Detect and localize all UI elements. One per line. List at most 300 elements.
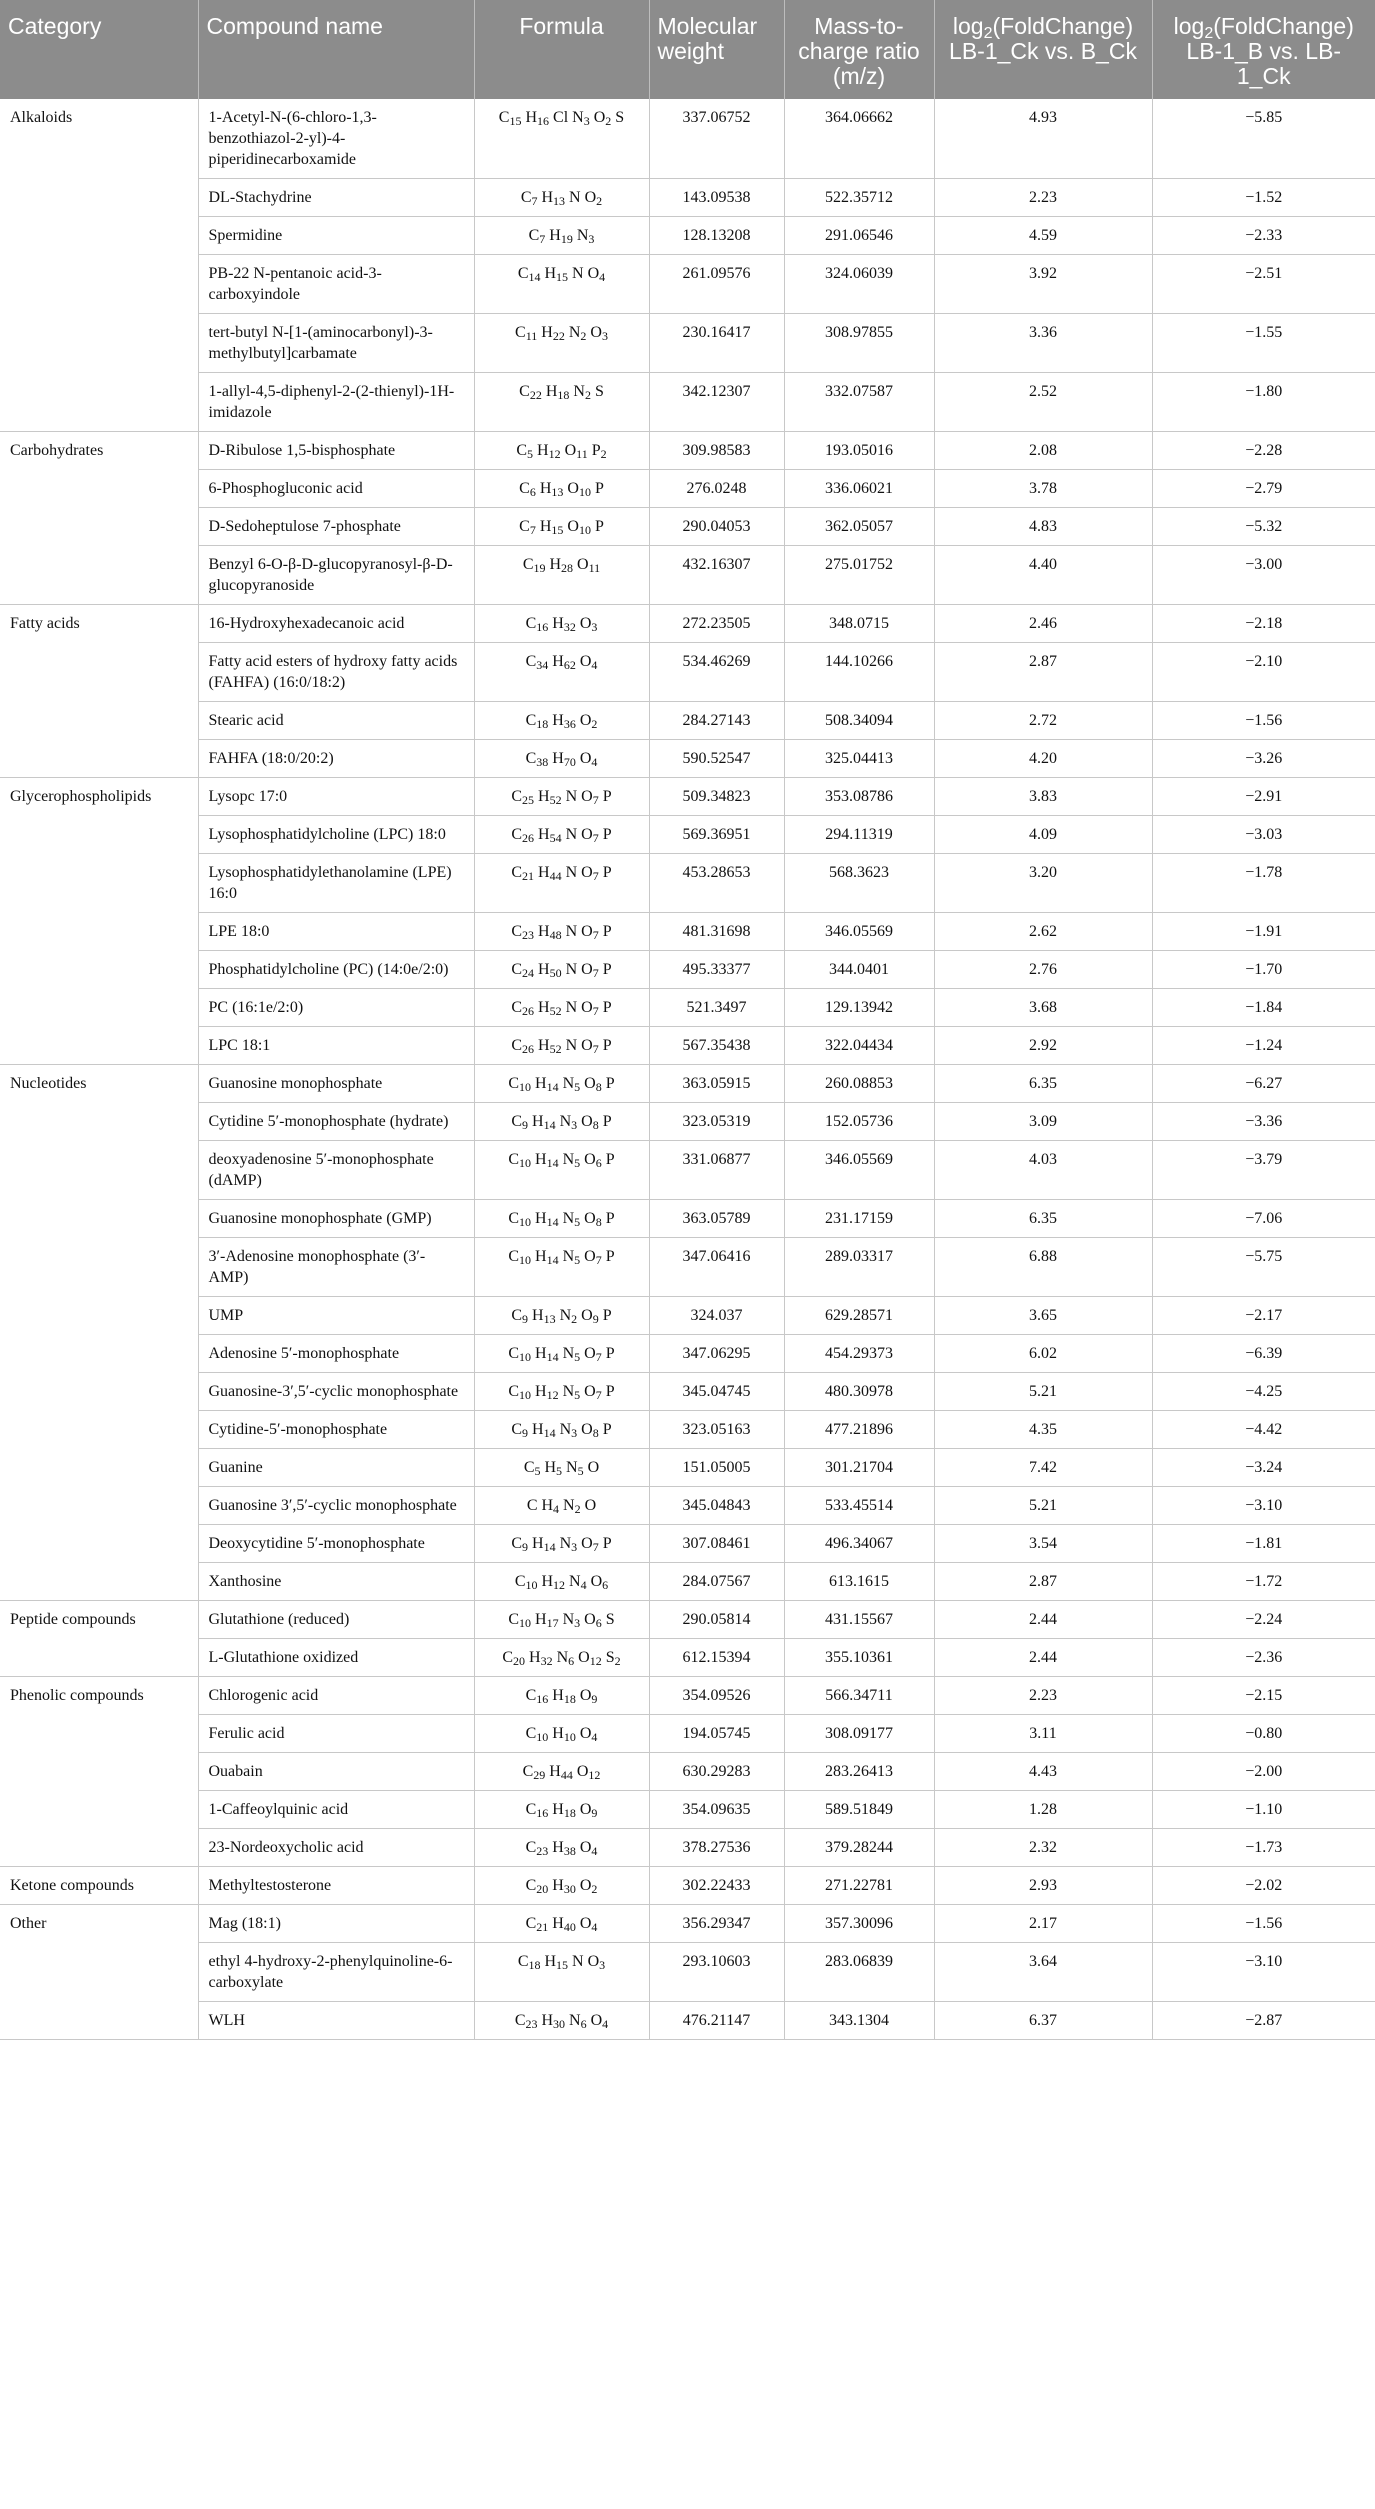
- molecular-weight-cell: 323.05319: [649, 1103, 784, 1141]
- table-row: [0, 1065, 1375, 1103]
- table-row: [0, 1027, 1375, 1065]
- mz-cell: 362.05057: [784, 508, 934, 546]
- fold-change-2-cell: −1.10: [1152, 1791, 1375, 1829]
- molecular-weight-cell: 342.12307: [649, 373, 784, 432]
- fold-change-2-cell: −7.06: [1152, 1200, 1375, 1238]
- fold-change-1-cell: 2.52: [934, 373, 1152, 432]
- fold-change-1-cell: 2.44: [934, 1601, 1152, 1639]
- mz-cell: 346.05569: [784, 1141, 934, 1200]
- fold-change-1-cell: 2.44: [934, 1639, 1152, 1677]
- formula-cell: $C_9$ $H_{14}$ $N_3$ $O_8$ P: [474, 1411, 649, 1449]
- fold-change-1-cell: 3.83: [934, 778, 1152, 816]
- table-row: [0, 816, 1375, 854]
- mz-cell: 324.06039: [784, 255, 934, 314]
- fold-change-2-cell: −1.56: [1152, 1905, 1375, 1943]
- formula-cell: $C_{23}$ $H_{30}$ $N_6$ $O_4$: [474, 2002, 649, 2040]
- formula-cell: $C_{10}$ $H_{14}$ $N_5$ $O_8$ P: [474, 1200, 649, 1238]
- molecular-weight-cell: 567.35438: [649, 1027, 784, 1065]
- fold-change-1-cell: 3.65: [934, 1297, 1152, 1335]
- category-cell: [0, 816, 198, 854]
- formula-cell: $C_{10}$ $H_{12}$ $N_4$ $O_6$: [474, 1563, 649, 1601]
- molecular-weight-cell: 630.29283: [649, 1753, 784, 1791]
- mz-cell: 144.10266: [784, 643, 934, 702]
- category-cell: [0, 1563, 198, 1601]
- category-cell: Ketone compounds: [0, 1867, 198, 1905]
- fold-change-2-cell: −2.51: [1152, 255, 1375, 314]
- table-row: [0, 1238, 1375, 1297]
- table-row: [0, 1200, 1375, 1238]
- fold-change-2-cell: −1.81: [1152, 1525, 1375, 1563]
- fold-change-1-cell: 3.11: [934, 1715, 1152, 1753]
- category-cell: [0, 1103, 198, 1141]
- category-cell: [0, 854, 198, 913]
- fold-change-2-cell: −2.10: [1152, 643, 1375, 702]
- molecular-weight-cell: 354.09526: [649, 1677, 784, 1715]
- formula-cell: $C_9$ $H_{14}$ $N_3$ $O_7$ P: [474, 1525, 649, 1563]
- fold-change-2-cell: −1.55: [1152, 314, 1375, 373]
- category-cell: [0, 643, 198, 702]
- mz-cell: 379.28244: [784, 1829, 934, 1867]
- fold-change-1-cell: 7.42: [934, 1449, 1152, 1487]
- mz-cell: 355.10361: [784, 1639, 934, 1677]
- formula-cell: $C_{18}$ $H_{36}$ $O_2$: [474, 702, 649, 740]
- category-cell: [0, 1639, 198, 1677]
- table-row: [0, 1297, 1375, 1335]
- mz-cell: 343.1304: [784, 2002, 934, 2040]
- molecular-weight-cell: 230.16417: [649, 314, 784, 373]
- molecular-weight-cell: 290.05814: [649, 1601, 784, 1639]
- table-row: [0, 1639, 1375, 1677]
- mz-cell: 291.06546: [784, 217, 934, 255]
- table-row: [0, 1753, 1375, 1791]
- table-row: [0, 989, 1375, 1027]
- formula-cell: $C_{16}$ $H_{18}$ $O_9$: [474, 1791, 649, 1829]
- molecular-weight-cell: 495.33377: [649, 951, 784, 989]
- molecular-weight-cell: 272.23505: [649, 605, 784, 643]
- table-row: [0, 740, 1375, 778]
- mz-cell: 629.28571: [784, 1297, 934, 1335]
- table-row: [0, 1141, 1375, 1200]
- formula-cell: $C_{19}$ $H_{28}$ $O_{11}$: [474, 546, 649, 605]
- compound-name-cell: Stearic acid: [198, 702, 474, 740]
- compound-name-cell: D-Ribulose 1,5-bisphosphate: [198, 432, 474, 470]
- mz-cell: 231.17159: [784, 1200, 934, 1238]
- category-cell: [0, 546, 198, 605]
- fold-change-2-cell: −3.26: [1152, 740, 1375, 778]
- table-row: [0, 432, 1375, 470]
- compound-name-cell: LPE 18:0: [198, 913, 474, 951]
- table-row: [0, 1449, 1375, 1487]
- fold-change-1-cell: 6.02: [934, 1335, 1152, 1373]
- formula-cell: $C_{20}$ $H_{32}$ $N_6$ $O_{12}$ $S_2$: [474, 1639, 649, 1677]
- formula-cell: $C_{18}$ $H_{15}$ N $O_3$: [474, 1943, 649, 2002]
- molecular-weight-cell: 194.05745: [649, 1715, 784, 1753]
- header-fc1-rest: (FoldChange) LB-1_Ck vs. B_Ck: [949, 13, 1137, 64]
- mz-cell: 522.35712: [784, 179, 934, 217]
- compound-name-cell: Lysophosphatidylethanolamine (LPE) 16:0: [198, 854, 474, 913]
- mz-cell: 431.15567: [784, 1601, 934, 1639]
- mz-cell: 566.34711: [784, 1677, 934, 1715]
- category-cell: [0, 255, 198, 314]
- header-fc2-rest: (FoldChange) LB-1_B vs. LB-1_Ck: [1186, 13, 1354, 89]
- table-row: [0, 1677, 1375, 1715]
- fold-change-1-cell: 4.03: [934, 1141, 1152, 1200]
- category-cell: [0, 1238, 198, 1297]
- mz-cell: 322.04434: [784, 1027, 934, 1065]
- molecular-weight-cell: 128.13208: [649, 217, 784, 255]
- fold-change-2-cell: −5.85: [1152, 99, 1375, 179]
- mz-cell: 613.1615: [784, 1563, 934, 1601]
- compound-name-cell: Deoxycytidine 5′-monophosphate: [198, 1525, 474, 1563]
- formula-cell: $C_{15}$ $H_{16}$ Cl $N_3$ $O_2$ S: [474, 99, 649, 179]
- compound-name-cell: Guanosine monophosphate: [198, 1065, 474, 1103]
- compound-name-cell: 1-Caffeoylquinic acid: [198, 1791, 474, 1829]
- header-fc1-log: log: [952, 13, 984, 39]
- fold-change-1-cell: 6.88: [934, 1238, 1152, 1297]
- fold-change-1-cell: 4.20: [934, 740, 1152, 778]
- mz-cell: 364.06662: [784, 99, 934, 179]
- molecular-weight-cell: 143.09538: [649, 179, 784, 217]
- mz-cell: 353.08786: [784, 778, 934, 816]
- formula-cell: $C_7$ $H_{15}$ $O_{10}$ P: [474, 508, 649, 546]
- fold-change-1-cell: 4.09: [934, 816, 1152, 854]
- fold-change-1-cell: 4.35: [934, 1411, 1152, 1449]
- mz-cell: 308.09177: [784, 1715, 934, 1753]
- compound-name-cell: 1-Acetyl-N-(6-chloro-1,3-benzothiazol-2-yl)-4-piperidinecarboxamide: [198, 99, 474, 179]
- table-row: [0, 1373, 1375, 1411]
- mz-cell: 152.05736: [784, 1103, 934, 1141]
- category-cell: [0, 913, 198, 951]
- formula-cell: $C_{10}$ $H_{14}$ $N_5$ $O_7$ P: [474, 1238, 649, 1297]
- category-cell: [0, 179, 198, 217]
- formula-cell: $C_{10}$ $H_{12}$ $N_5$ $O_7$ P: [474, 1373, 649, 1411]
- molecular-weight-cell: 612.15394: [649, 1639, 784, 1677]
- mz-cell: 294.11319: [784, 816, 934, 854]
- fold-change-2-cell: −3.79: [1152, 1141, 1375, 1200]
- fold-change-1-cell: 6.35: [934, 1200, 1152, 1238]
- table-row: [0, 1563, 1375, 1601]
- compound-name-cell: Guanosine 3′,5′-cyclic monophosphate: [198, 1487, 474, 1525]
- formula-cell: $C_7$ $H_{13}$ N $O_2$: [474, 179, 649, 217]
- table-row: [0, 1103, 1375, 1141]
- header-row: [0, 0, 1375, 99]
- compound-name-cell: 3′-Adenosine monophosphate (3′-AMP): [198, 1238, 474, 1297]
- formula-cell: $C_{29}$ $H_{44}$ $O_{12}$: [474, 1753, 649, 1791]
- formula-cell: $C_9$ $H_{13}$ $N_2$ $O_9$ P: [474, 1297, 649, 1335]
- molecular-weight-cell: 284.27143: [649, 702, 784, 740]
- mz-cell: 454.29373: [784, 1335, 934, 1373]
- mz-cell: 289.03317: [784, 1238, 934, 1297]
- fold-change-1-cell: 3.36: [934, 314, 1152, 373]
- category-cell: Carbohydrates: [0, 432, 198, 470]
- category-cell: [0, 1829, 198, 1867]
- mz-cell: 508.34094: [784, 702, 934, 740]
- compound-name-cell: Ferulic acid: [198, 1715, 474, 1753]
- fold-change-1-cell: 6.37: [934, 2002, 1152, 2040]
- table-row: [0, 1335, 1375, 1373]
- fold-change-2-cell: −1.84: [1152, 989, 1375, 1027]
- compound-name-cell: Ouabain: [198, 1753, 474, 1791]
- table-row: [0, 854, 1375, 913]
- fold-change-1-cell: 2.62: [934, 913, 1152, 951]
- table-row: [0, 373, 1375, 432]
- header-formula: Formula: [474, 0, 649, 99]
- mz-cell: 589.51849: [784, 1791, 934, 1829]
- mz-cell: 260.08853: [784, 1065, 934, 1103]
- mz-cell: 336.06021: [784, 470, 934, 508]
- header-fc1-sub: 2: [983, 25, 993, 42]
- fold-change-1-cell: 3.64: [934, 1943, 1152, 2002]
- fold-change-2-cell: −2.15: [1152, 1677, 1375, 1715]
- compound-name-cell: PB-22 N-pentanoic acid-3-carboxyindole: [198, 255, 474, 314]
- fold-change-2-cell: −2.87: [1152, 2002, 1375, 2040]
- fold-change-2-cell: −6.39: [1152, 1335, 1375, 1373]
- category-cell: [0, 314, 198, 373]
- fold-change-1-cell: 4.43: [934, 1753, 1152, 1791]
- table-row: [0, 913, 1375, 951]
- table-row: [0, 546, 1375, 605]
- category-cell: Phenolic compounds: [0, 1677, 198, 1715]
- header-molecular-weight: Molecular weight: [649, 0, 784, 99]
- table-body: [0, 99, 1375, 2040]
- fold-change-1-cell: 2.08: [934, 432, 1152, 470]
- molecular-weight-cell: 521.3497: [649, 989, 784, 1027]
- category-cell: [0, 2002, 198, 2040]
- header-category: Category: [0, 0, 198, 99]
- molecular-weight-cell: 363.05915: [649, 1065, 784, 1103]
- table-row: [0, 1943, 1375, 2002]
- fold-change-1-cell: 4.93: [934, 99, 1152, 179]
- formula-cell: C $H_4$ $N_2$ O: [474, 1487, 649, 1525]
- table-row: [0, 470, 1375, 508]
- compound-name-cell: Cytidine-5′-monophosphate: [198, 1411, 474, 1449]
- compound-name-cell: DL-Stachydrine: [198, 179, 474, 217]
- formula-cell: $C_{16}$ $H_{32}$ $O_3$: [474, 605, 649, 643]
- mz-cell: 344.0401: [784, 951, 934, 989]
- category-cell: Other: [0, 1905, 198, 1943]
- molecular-weight-cell: 534.46269: [649, 643, 784, 702]
- compound-name-cell: Glutathione (reduced): [198, 1601, 474, 1639]
- compound-name-cell: 23-Nordeoxycholic acid: [198, 1829, 474, 1867]
- compound-name-cell: LPC 18:1: [198, 1027, 474, 1065]
- formula-cell: $C_{23}$ $H_{48}$ N $O_7$ P: [474, 913, 649, 951]
- compound-name-cell: Spermidine: [198, 217, 474, 255]
- table-row: [0, 778, 1375, 816]
- table-row: [0, 1525, 1375, 1563]
- table-row: [0, 1601, 1375, 1639]
- category-cell: [0, 989, 198, 1027]
- fold-change-1-cell: 2.93: [934, 1867, 1152, 1905]
- formula-cell: $C_7$ $H_{19}$ $N_3$: [474, 217, 649, 255]
- table-row: [0, 1829, 1375, 1867]
- header-fold-change-1: [934, 0, 1152, 99]
- molecular-weight-cell: 356.29347: [649, 1905, 784, 1943]
- fold-change-2-cell: −2.24: [1152, 1601, 1375, 1639]
- fold-change-2-cell: −2.18: [1152, 605, 1375, 643]
- mz-cell: 283.06839: [784, 1943, 934, 2002]
- formula-cell: $C_{34}$ $H_{62}$ $O_4$: [474, 643, 649, 702]
- compound-name-cell: L-Glutathione oxidized: [198, 1639, 474, 1677]
- compound-name-cell: FAHFA (18:0/20:2): [198, 740, 474, 778]
- table-row: [0, 1791, 1375, 1829]
- formula-cell: $C_{10}$ $H_{14}$ $N_5$ $O_8$ P: [474, 1065, 649, 1103]
- fold-change-2-cell: −2.91: [1152, 778, 1375, 816]
- formula-cell: $C_6$ $H_{13}$ $O_{10}$ P: [474, 470, 649, 508]
- fold-change-2-cell: −1.91: [1152, 913, 1375, 951]
- molecular-weight-cell: 323.05163: [649, 1411, 784, 1449]
- mz-cell: 477.21896: [784, 1411, 934, 1449]
- header-compound-name: Compound name: [198, 0, 474, 99]
- fold-change-2-cell: −6.27: [1152, 1065, 1375, 1103]
- molecular-weight-cell: 293.10603: [649, 1943, 784, 2002]
- formula-cell: $C_5$ $H_{12}$ $O_{11}$ $P_2$: [474, 432, 649, 470]
- compound-name-cell: Phosphatidylcholine (PC) (14:0e/2:0): [198, 951, 474, 989]
- mz-cell: 348.0715: [784, 605, 934, 643]
- compound-name-cell: Guanosine-3′,5′-cyclic monophosphate: [198, 1373, 474, 1411]
- molecular-weight-cell: 324.037: [649, 1297, 784, 1335]
- fold-change-2-cell: −1.70: [1152, 951, 1375, 989]
- category-cell: [0, 1141, 198, 1200]
- fold-change-2-cell: −3.24: [1152, 1449, 1375, 1487]
- compound-name-cell: PC (16:1e/2:0): [198, 989, 474, 1027]
- compound-name-cell: 1-allyl-4,5-diphenyl-2-(2-thienyl)-1H-imidazole: [198, 373, 474, 432]
- fold-change-1-cell: 3.68: [934, 989, 1152, 1027]
- table-row: [0, 179, 1375, 217]
- compound-name-cell: Cytidine 5′-monophosphate (hydrate): [198, 1103, 474, 1141]
- molecular-weight-cell: 363.05789: [649, 1200, 784, 1238]
- molecular-weight-cell: 378.27536: [649, 1829, 784, 1867]
- table-row: [0, 702, 1375, 740]
- category-cell: Alkaloids: [0, 99, 198, 179]
- table-row: [0, 1411, 1375, 1449]
- fold-change-1-cell: 4.83: [934, 508, 1152, 546]
- header-fc2-log: log: [1173, 13, 1205, 39]
- compound-name-cell: Chlorogenic acid: [198, 1677, 474, 1715]
- compound-name-cell: Fatty acid esters of hydroxy fatty acids (FAHFA) (16:0/18:2): [198, 643, 474, 702]
- molecular-weight-cell: 302.22433: [649, 1867, 784, 1905]
- category-cell: [0, 508, 198, 546]
- formula-cell: $C_{16}$ $H_{18}$ $O_9$: [474, 1677, 649, 1715]
- fold-change-1-cell: 2.23: [934, 1677, 1152, 1715]
- fold-change-2-cell: −1.24: [1152, 1027, 1375, 1065]
- table-row: [0, 605, 1375, 643]
- category-cell: [0, 373, 198, 432]
- fold-change-2-cell: −5.32: [1152, 508, 1375, 546]
- fold-change-1-cell: 2.87: [934, 1563, 1152, 1601]
- table-row: [0, 643, 1375, 702]
- compound-name-cell: Xanthosine: [198, 1563, 474, 1601]
- compound-name-cell: WLH: [198, 2002, 474, 2040]
- compound-name-cell: 16-Hydroxyhexadecanoic acid: [198, 605, 474, 643]
- mz-cell: 346.05569: [784, 913, 934, 951]
- fold-change-2-cell: −1.78: [1152, 854, 1375, 913]
- mz-cell: 301.21704: [784, 1449, 934, 1487]
- formula-cell: $C_{26}$ $H_{52}$ N $O_7$ P: [474, 1027, 649, 1065]
- category-cell: [0, 1525, 198, 1563]
- fold-change-2-cell: −1.72: [1152, 1563, 1375, 1601]
- molecular-weight-cell: 309.98583: [649, 432, 784, 470]
- formula-cell: $C_{22}$ $H_{18}$ $N_2$ S: [474, 373, 649, 432]
- table-row: [0, 508, 1375, 546]
- molecular-weight-cell: 347.06295: [649, 1335, 784, 1373]
- fold-change-2-cell: −0.80: [1152, 1715, 1375, 1753]
- molecular-weight-cell: 590.52547: [649, 740, 784, 778]
- fold-change-2-cell: −2.33: [1152, 217, 1375, 255]
- molecular-weight-cell: 290.04053: [649, 508, 784, 546]
- mz-cell: 308.97855: [784, 314, 934, 373]
- molecular-weight-cell: 284.07567: [649, 1563, 784, 1601]
- mz-cell: 568.3623: [784, 854, 934, 913]
- category-cell: Glycerophospholipids: [0, 778, 198, 816]
- fold-change-1-cell: 2.23: [934, 179, 1152, 217]
- molecular-weight-cell: 337.06752: [649, 99, 784, 179]
- fold-change-1-cell: 3.78: [934, 470, 1152, 508]
- compound-name-cell: Guanosine monophosphate (GMP): [198, 1200, 474, 1238]
- fold-change-1-cell: 6.35: [934, 1065, 1152, 1103]
- table-row: [0, 1715, 1375, 1753]
- molecular-weight-cell: 354.09635: [649, 1791, 784, 1829]
- molecular-weight-cell: 331.06877: [649, 1141, 784, 1200]
- category-cell: [0, 740, 198, 778]
- formula-cell: $C_{38}$ $H_{70}$ $O_4$: [474, 740, 649, 778]
- formula-cell: $C_5$ $H_5$ $N_5$ O: [474, 1449, 649, 1487]
- table-row: [0, 314, 1375, 373]
- fold-change-2-cell: −1.56: [1152, 702, 1375, 740]
- category-cell: [0, 1449, 198, 1487]
- category-cell: [0, 702, 198, 740]
- fold-change-1-cell: 2.92: [934, 1027, 1152, 1065]
- fold-change-1-cell: 2.46: [934, 605, 1152, 643]
- molecular-weight-cell: 476.21147: [649, 2002, 784, 2040]
- formula-cell: $C_{26}$ $H_{54}$ N $O_7$ P: [474, 816, 649, 854]
- table-row: [0, 217, 1375, 255]
- table-row: [0, 1867, 1375, 1905]
- mz-cell: 283.26413: [784, 1753, 934, 1791]
- mz-cell: 275.01752: [784, 546, 934, 605]
- category-cell: [0, 951, 198, 989]
- table-row: [0, 1487, 1375, 1525]
- fold-change-2-cell: −2.79: [1152, 470, 1375, 508]
- category-cell: [0, 1791, 198, 1829]
- compound-name-cell: Adenosine 5′-monophosphate: [198, 1335, 474, 1373]
- fold-change-2-cell: −2.17: [1152, 1297, 1375, 1335]
- fold-change-2-cell: −3.10: [1152, 1943, 1375, 2002]
- molecular-weight-cell: 151.05005: [649, 1449, 784, 1487]
- fold-change-2-cell: −3.03: [1152, 816, 1375, 854]
- fold-change-2-cell: −4.25: [1152, 1373, 1375, 1411]
- fold-change-2-cell: −2.36: [1152, 1639, 1375, 1677]
- fold-change-1-cell: 2.17: [934, 1905, 1152, 1943]
- molecular-weight-cell: 261.09576: [649, 255, 784, 314]
- compound-name-cell: tert-butyl N-[1-(aminocarbonyl)-3-methylbutyl]carbamate: [198, 314, 474, 373]
- category-cell: [0, 1200, 198, 1238]
- compound-name-cell: deoxyadenosine 5′-monophosphate (dAMP): [198, 1141, 474, 1200]
- formula-cell: $C_{21}$ $H_{40}$ $O_4$: [474, 1905, 649, 1943]
- compound-name-cell: Guanine: [198, 1449, 474, 1487]
- formula-cell: $C_{10}$ $H_{14}$ $N_5$ $O_6$ P: [474, 1141, 649, 1200]
- fold-change-2-cell: −3.00: [1152, 546, 1375, 605]
- molecular-weight-cell: 345.04843: [649, 1487, 784, 1525]
- category-cell: [0, 1335, 198, 1373]
- fold-change-2-cell: −5.75: [1152, 1238, 1375, 1297]
- mz-cell: 332.07587: [784, 373, 934, 432]
- formula-cell: $C_{10}$ $H_{10}$ $O_4$: [474, 1715, 649, 1753]
- mz-cell: 533.45514: [784, 1487, 934, 1525]
- category-cell: Nucleotides: [0, 1065, 198, 1103]
- compound-name-cell: Lysophosphatidylcholine (LPC) 18:0: [198, 816, 474, 854]
- molecular-weight-cell: 432.16307: [649, 546, 784, 605]
- compound-name-cell: Mag (18:1): [198, 1905, 474, 1943]
